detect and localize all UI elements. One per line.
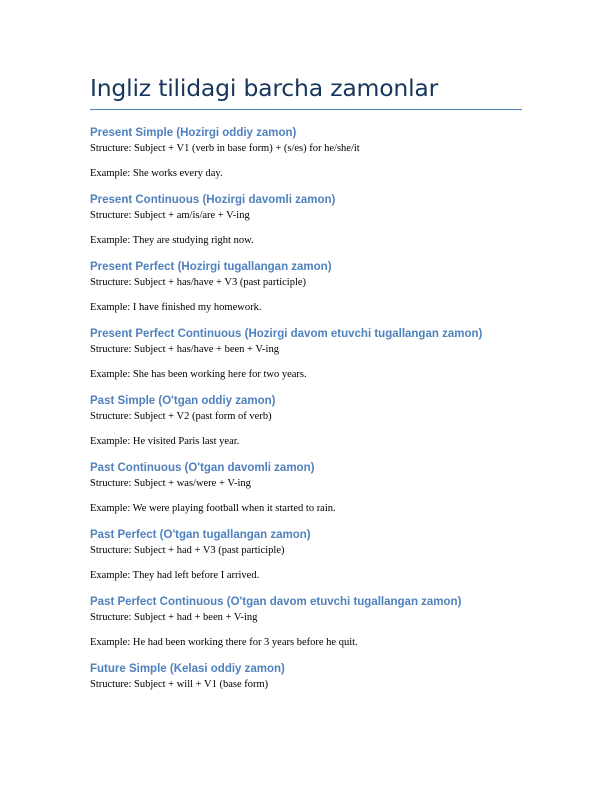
structure-line: Structure: Subject + will + V1 (base form) xyxy=(90,679,269,690)
section-heading: Present Simple (Hozirgi oddiy zamon) xyxy=(90,127,297,139)
structure-line: Structure: Subject + V2 (past form of verb) xyxy=(90,411,272,422)
structure-line: Structure: Subject + V1 (verb in base form) + (s/es) for he/she/it xyxy=(90,143,360,154)
section-heading: Present Perfect (Hozirgi tugallangan zamon) xyxy=(90,261,332,273)
section-heading: Past Perfect Continuous (O'tgan davom etuvchi tugallangan zamon) xyxy=(90,596,462,608)
structure-line: Structure: Subject + was/were + V-ing xyxy=(90,478,251,489)
example-line: Example: We were playing football when it started to rain. xyxy=(90,503,336,514)
structure-line: Structure: Subject + has/have + been + V-ing xyxy=(90,344,279,355)
example-line: Example: They are studying right now. xyxy=(90,235,254,246)
structure-line: Structure: Subject + had + been + V-ing xyxy=(90,612,258,623)
structure-line: Structure: Subject + am/is/are + V-ing xyxy=(90,210,250,221)
example-line: Example: They had left before I arrived. xyxy=(90,570,260,581)
section-heading: Present Perfect Continuous (Hozirgi davom etuvchi tugallangan zamon) xyxy=(90,328,483,340)
structure-line: Structure: Subject + has/have + V3 (past participle) xyxy=(90,277,307,288)
section-heading: Future Simple (Kelasi oddiy zamon) xyxy=(90,663,285,675)
example-line: Example: He had been working there for 3 years before he quit. xyxy=(90,637,358,648)
tense-section-present-perfect-continuous xyxy=(90,326,522,382)
tense-section-past-perfect xyxy=(90,527,522,583)
tense-section-present-simple xyxy=(90,125,522,181)
section-heading: Past Perfect (O'tgan tugallangan zamon) xyxy=(90,529,311,541)
document-title: Ingliz tilidagi barcha zamonlar xyxy=(90,72,522,110)
tense-section-present-continuous xyxy=(90,192,522,248)
section-heading: Present Continuous (Hozirgi davomli zamon) xyxy=(90,194,336,206)
example-line: Example: I have finished my homework. xyxy=(90,302,262,313)
section-heading: Past Simple (O'tgan oddiy zamon) xyxy=(90,395,276,407)
example-line: Example: She has been working here for two years. xyxy=(90,369,307,380)
tense-section-present-perfect xyxy=(90,259,522,315)
tense-section-past-continuous xyxy=(90,460,522,516)
section-heading: Past Continuous (O'tgan davomli zamon) xyxy=(90,462,315,474)
example-line: Example: He visited Paris last year. xyxy=(90,436,240,447)
tense-section-past-simple xyxy=(90,393,522,449)
tense-section-past-perfect-continuous xyxy=(90,594,522,650)
structure-line: Structure: Subject + had + V3 (past participle) xyxy=(90,545,285,556)
example-line: Example: She works every day. xyxy=(90,168,223,179)
document-page xyxy=(90,72,522,692)
tense-section-future-simple xyxy=(90,661,522,692)
